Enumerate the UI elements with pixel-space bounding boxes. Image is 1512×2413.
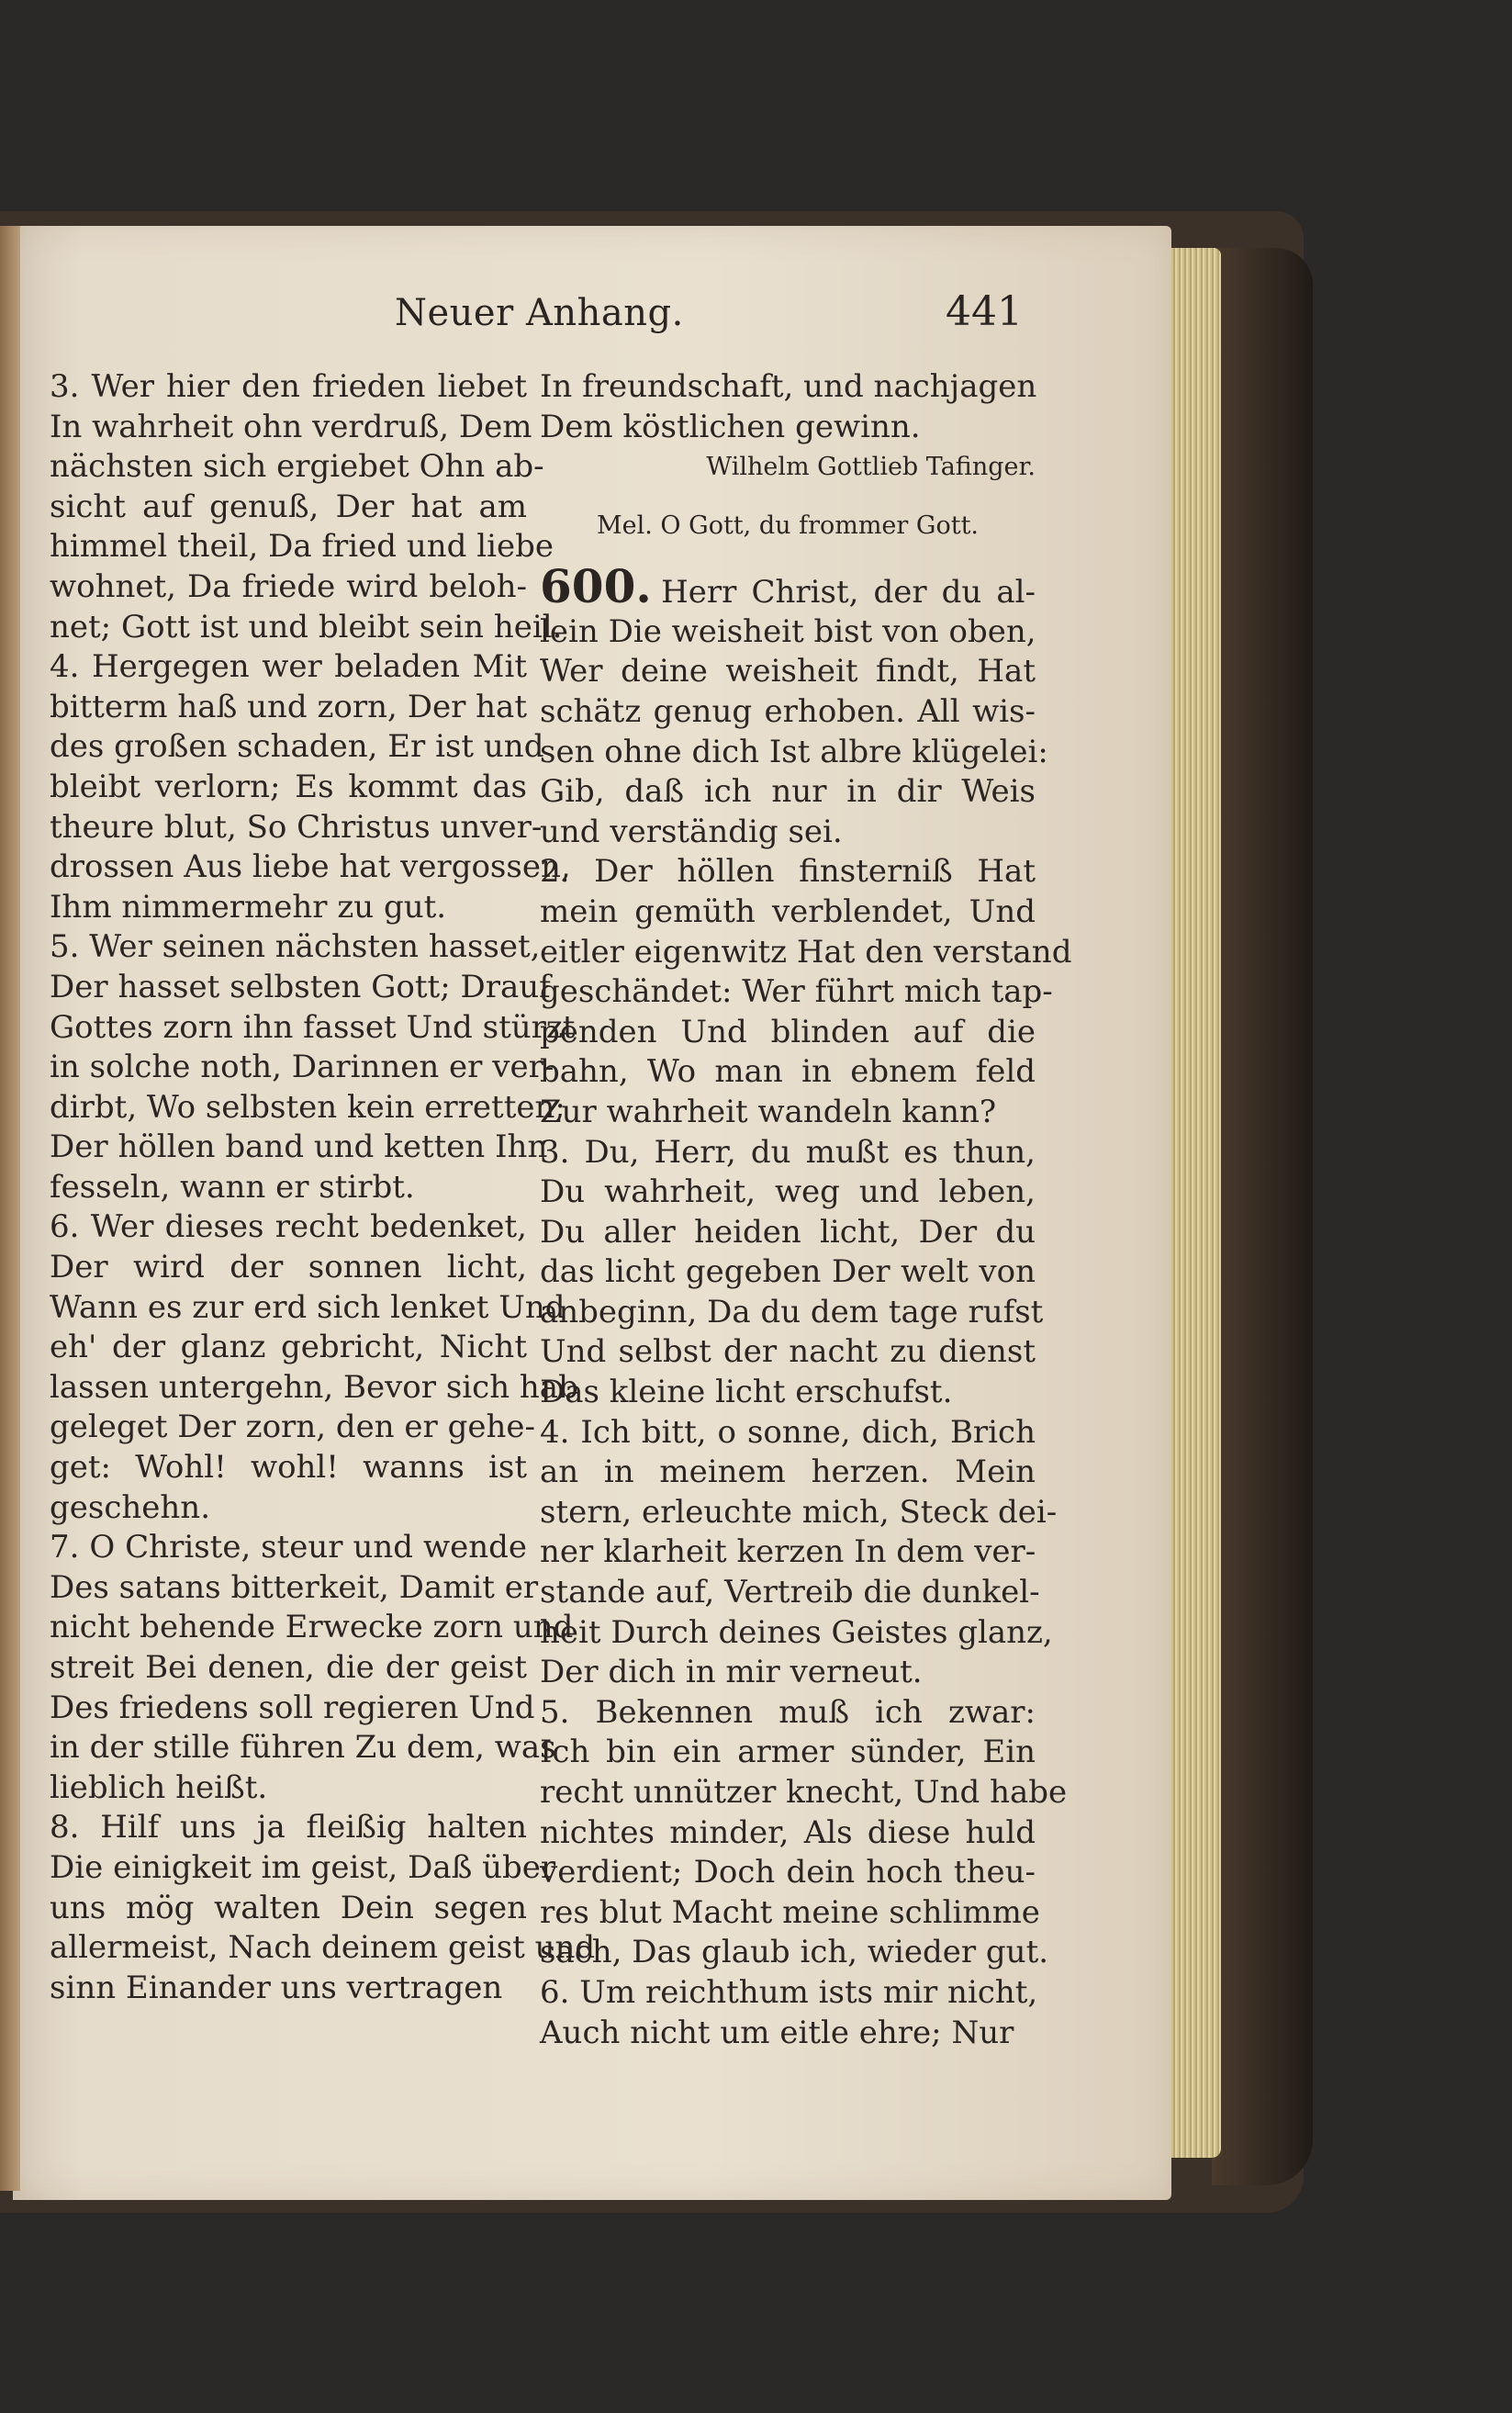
right-column [540,367,1072,2053]
page-number: 441 [946,288,1023,335]
text-line: geschehn. [50,1488,210,1526]
text-line: Wer deine weisheit findt, Hat [540,653,1036,690]
text-line: heit Durch deines Geistes glanz, [540,1613,1053,1651]
text-line: sen ohne dich Ist albre klügelei: [540,733,1048,770]
text-line: Ihm nimmermehr zu gut. [50,888,447,926]
hymn-author: Wilhelm Gottlieb Tafinger. [706,453,1036,482]
text-line: eh' der glanz gebricht, Nicht [50,1329,527,1366]
text-line: nichtes minder, Als diese huld [540,1813,1036,1851]
text-line: recht unnützer knecht, Und habe [540,1774,1068,1811]
text-line: ner klarheit kerzen In dem ver- [540,1533,1036,1571]
text-line: 3. Wer hier den frieden liebet [50,368,527,405]
text-line: Der höllen band und ketten Ihn [50,1128,548,1166]
text-line: nächsten sich ergiebet Ohn ab- [50,448,544,486]
text-line: Die einigkeit im geist, Daß über [50,1848,556,1886]
text-line: in solche noth, Darinnen er ver- [50,1049,554,1086]
text-line: bleibt verlorn; Es kommt das [50,768,527,805]
text-line: himmel theil, Da fried und liebe [50,528,554,566]
text-line: Du wahrheit, weg und leben, [540,1173,1036,1211]
text-line: Zur wahrheit wandeln kann? [540,1093,997,1130]
text-line: bahn, Wo man in ebnem feld [540,1053,1036,1091]
text-line: 5. Bekennen muß ich zwar: [540,1693,1036,1731]
text-line: lieblich heißt. [50,1768,268,1806]
text-line: Das kleine licht erschufst. [540,1374,953,1411]
text-line: penden Und blinden auf die [540,1013,1036,1050]
text-line: allermeist, Nach deinem geist und [50,1929,596,1967]
text-line: Gottes zorn ihn fasset Und stürzt [50,1008,576,1046]
text-line: dirbt, Wo selbsten kein erretten; [50,1088,566,1126]
text-line: Wann es zur erd sich lenket Und [50,1288,566,1326]
text-line: 6. Um reichthum ists mir nicht, [540,1973,1038,2011]
text-line: des großen schaden, Er ist und [50,728,544,766]
page-edges [1166,248,1221,2158]
text-line: stern, erleuchte mich, Steck dei- [540,1493,1058,1531]
text-line: uns mög walten Dein segen [50,1889,527,1926]
text-line: und verständig sei. [540,813,843,850]
melody-line: Mel. O Gott, du frommer Gott. [596,511,980,540]
text-line: Gib, daß ich nur in dir Weis [540,773,1036,811]
text-line: geschändet: Wer führt mich tap- [540,973,1053,1011]
text-line: 8. Hilf uns ja fleißig halten [50,1809,527,1846]
text-line: bitterm haß und zorn, Der hat [50,688,527,725]
hymn-number: 600. [540,558,652,613]
text-line: get: Wohl! wohl! wanns ist [50,1449,527,1487]
text-line: 3. Du, Herr, du mußt es thun, [540,1133,1036,1171]
text-line: Der dich in mir verneut. [540,1654,923,1691]
text-line: 2. Der höllen finsterniß Hat [540,853,1036,891]
text-line: Du aller heiden licht, Der du [540,1213,1036,1251]
text-line: nicht behende Erwecke zorn und [50,1609,574,1646]
text-line: sach, Das glaub ich, wieder gut. [540,1934,1049,1971]
text-line: das licht gegeben Der welt von [540,1253,1036,1291]
text-line: in der stille führen Zu dem, was [50,1729,556,1767]
text-line: sicht auf genuß, Der hat am [50,488,527,525]
text-line: drossen Aus liebe hat vergossen, [50,848,571,886]
book-spine-edge [1212,248,1313,2185]
text-line: lein Die weisheit bist von oben, [540,612,1036,650]
text-line: Und selbst der nacht zu dienst [540,1333,1036,1371]
text-line: theure blut, So Christus unver- [50,808,543,846]
text-line: fesseln, wann er stirbt. [50,1168,415,1206]
text-line: anbeginn, Da du dem tage rufst [540,1293,1044,1330]
text-line: geleget Der zorn, den er gehe- [50,1409,535,1446]
text-line: sinn Einander uns vertragen [50,1969,503,2006]
text-line: streit Bei denen, die der geist [50,1649,527,1686]
text-line: an in meinem herzen. Mein [540,1453,1036,1491]
text-line: Der wird der sonnen licht, [50,1249,527,1286]
hymn-first-text: Herr Christ, der du al- [661,573,1036,611]
text-line: Des satans bitterkeit, Damit er [50,1568,539,1606]
text-line: verdient; Doch dein hoch theu- [540,1854,1036,1891]
text-line: Des friedens soll regieren Und [50,1689,535,1726]
text-line: 6. Wer dieses recht bedenket, [50,1208,527,1246]
running-header: Neuer Anhang. [395,292,684,334]
text-line: 4. Ich bitt, o sonne, dich, Brich [540,1413,1036,1451]
text-line: Auch nicht um eitle ehre; Nur [540,2014,1014,2051]
left-page-edge [0,226,20,2191]
text-line: wohnet, Da friede wird beloh- [50,567,527,605]
text-line: 5. Wer seinen nächsten hasset, [50,928,541,966]
text-line: schätz genug erhoben. All wis- [540,692,1036,730]
text-line: 4. Hergegen wer beladen Mit [50,648,527,686]
text-line: In wahrheit ohn verdruß, Dem [50,408,532,445]
text-line: stande auf, Vertreib die dunkel- [540,1574,1040,1611]
text-line: 7. O Christe, steur und wende [50,1529,527,1566]
text-line: mein gemüth verblendet, Und [540,892,1036,930]
text-line: res blut Macht meine schlimme [540,1893,1040,1931]
text-line: Dem köstlichen gewinn. [540,408,921,445]
text-line: Der hasset selbsten Gott; Drauf [50,968,551,1005]
text-line: net; Gott ist und bleibt sein heil. [50,608,563,645]
text-line: eitler eigenwitz Hat den verstand [540,933,1072,971]
hymn-first-line [540,558,1036,613]
text-line: Ich bin ein armer sünder, Ein [540,1734,1036,1771]
text-line: In freundschaft, und nachjagen [540,368,1037,405]
text-line: lassen untergehn, Bevor sich hab [50,1368,578,1406]
